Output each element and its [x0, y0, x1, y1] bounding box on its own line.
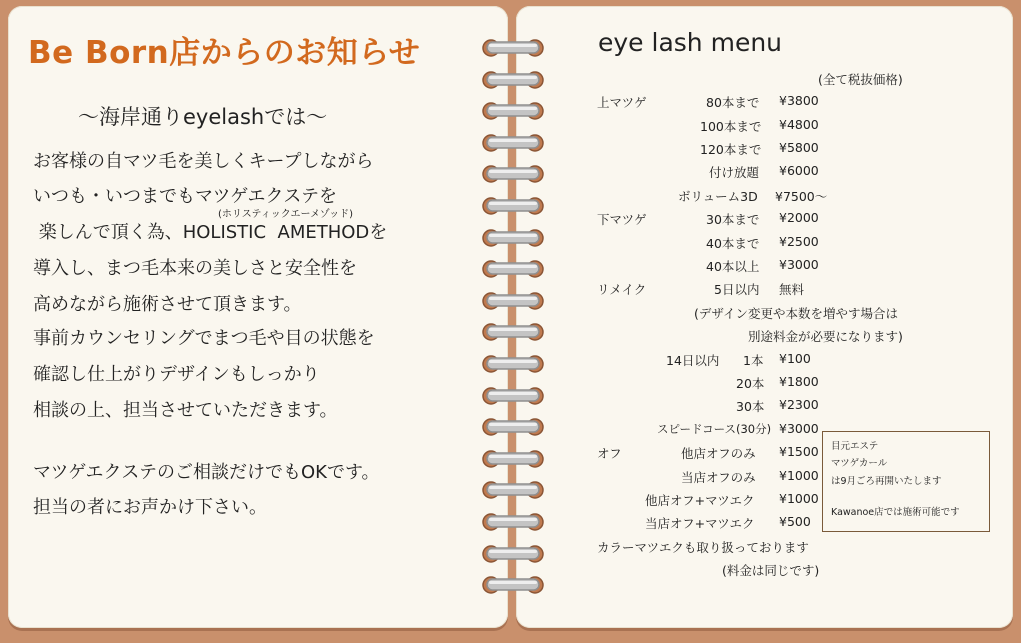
binding-ring	[478, 225, 548, 251]
menu-price: ¥1000	[779, 491, 819, 506]
binding-ring	[478, 161, 548, 187]
menu-price: ¥6000	[779, 163, 819, 178]
menu-item: 付け放題	[709, 165, 760, 180]
menu-price: ¥3000	[779, 421, 819, 436]
notice-line: 担当の者にお声かけ下さい。	[33, 497, 267, 518]
menu-item: 100本まで	[700, 119, 762, 134]
notice-line: 相談の上、担当させていただきます。	[33, 400, 338, 421]
binding-ring	[478, 351, 548, 377]
notice-line: お客様の自マツ毛を美しくキープしながら	[33, 151, 374, 172]
menu-price: ¥5800	[779, 140, 819, 155]
notice-box-line: マツゲカール	[831, 458, 888, 469]
binding-ring	[478, 130, 548, 156]
menu-item: ボリューム3D	[678, 189, 758, 204]
menu-item: スピードコース(30分)	[657, 422, 772, 436]
menu-price: ¥2300	[779, 397, 819, 412]
menu-price: ¥500	[779, 514, 811, 529]
section-label-upper: 上マツゲ	[597, 95, 647, 110]
notice-title: Be Born店からのお知らせ	[28, 35, 421, 71]
binding-ring	[478, 477, 548, 503]
menu-price: ¥1500	[779, 444, 819, 459]
notice-line: マツゲエクステのご相談だけでもOKです。	[33, 462, 380, 483]
menu-item: 当店オフのみ	[681, 470, 756, 485]
color-extension-note: カラーマツエクも取り扱っております	[597, 540, 809, 555]
menu-price: ¥100	[779, 351, 811, 366]
menu-price: ¥1000	[779, 468, 819, 483]
notice-line: 確認し仕上がりデザインもしっかり	[33, 364, 320, 385]
spiral-binding	[478, 0, 548, 643]
section-label-within14: 14日以内	[666, 353, 720, 368]
left-notebook-page	[8, 6, 508, 628]
menu-item: 40本まで	[706, 236, 760, 251]
binding-ring	[478, 193, 548, 219]
binding-ring	[478, 67, 548, 93]
notice-line: 高めながら施術させて頂きます。	[33, 294, 302, 315]
remake-note: (デザイン変更や本数を増やす場合は	[694, 306, 899, 321]
menu-item: 80本まで	[706, 95, 760, 110]
binding-ring	[478, 98, 548, 124]
menu-price: ¥2500	[779, 234, 819, 249]
menu-item: 当店オフ+マツエク	[645, 516, 755, 531]
section-label-off: オフ	[597, 446, 622, 461]
menu-item: 他店オフのみ	[681, 446, 756, 461]
notice-line: 楽しんで頂く為、HOLISTIC AMETHODを	[33, 222, 388, 243]
notice-subtitle: ～海岸通りeyelashでは～	[78, 105, 328, 129]
notice-line: 導入し、まつ毛本来の美しさと安全性を	[33, 258, 357, 279]
notice-line: 事前カウンセリングでまつ毛や目の状態を	[33, 328, 375, 349]
notice-box-line: Kawanoe店では施術可能です	[831, 507, 960, 518]
menu-item: 30本まで	[706, 212, 760, 227]
binding-ring	[478, 383, 548, 409]
notice-box-line: は9月ごろ再開いたします	[831, 476, 942, 487]
notice-line: いつも・いつまでもマツゲエクステを	[33, 186, 338, 207]
menu-price: ¥3800	[779, 93, 819, 108]
menu-item: 40本以上	[706, 259, 760, 274]
menu-item: 5日以内	[714, 282, 760, 297]
menu-item: 30本	[736, 399, 765, 414]
remake-note: 別途料金が必要になります)	[748, 329, 903, 344]
binding-ring	[478, 541, 548, 567]
section-label-remake: リメイク	[597, 282, 647, 297]
menu-price: ¥4800	[779, 117, 819, 132]
menu-price: ¥1800	[779, 374, 819, 389]
menu-price: ¥7500～	[775, 189, 828, 204]
binding-ring	[478, 572, 548, 598]
menu-price: 無料	[779, 282, 805, 297]
binding-ring	[478, 288, 548, 314]
menu-item: 120本まで	[700, 142, 762, 157]
menu-title: eye lash menu	[598, 28, 783, 57]
notice-box-line: 目元エステ	[831, 441, 879, 452]
section-label-lower: 下マツゲ	[597, 212, 647, 227]
binding-ring	[478, 256, 548, 282]
menu-item: 他店オフ+マツエク	[645, 493, 755, 508]
binding-ring	[478, 319, 548, 345]
binding-ring	[478, 35, 548, 61]
menu-item: 1本	[743, 353, 764, 368]
binding-ring	[478, 509, 548, 535]
menu-price: ¥3000	[779, 257, 819, 272]
color-price-note: (料金は同じです)	[722, 563, 820, 578]
tax-note: (全て税抜価格)	[818, 72, 903, 87]
binding-ring	[478, 414, 548, 440]
binding-ring	[478, 446, 548, 472]
notice-box	[822, 431, 990, 532]
menu-price: ¥2000	[779, 210, 819, 225]
furigana-annotation: (ホリスティックエーメゾッド)	[218, 209, 354, 220]
menu-item: 20本	[736, 376, 765, 391]
